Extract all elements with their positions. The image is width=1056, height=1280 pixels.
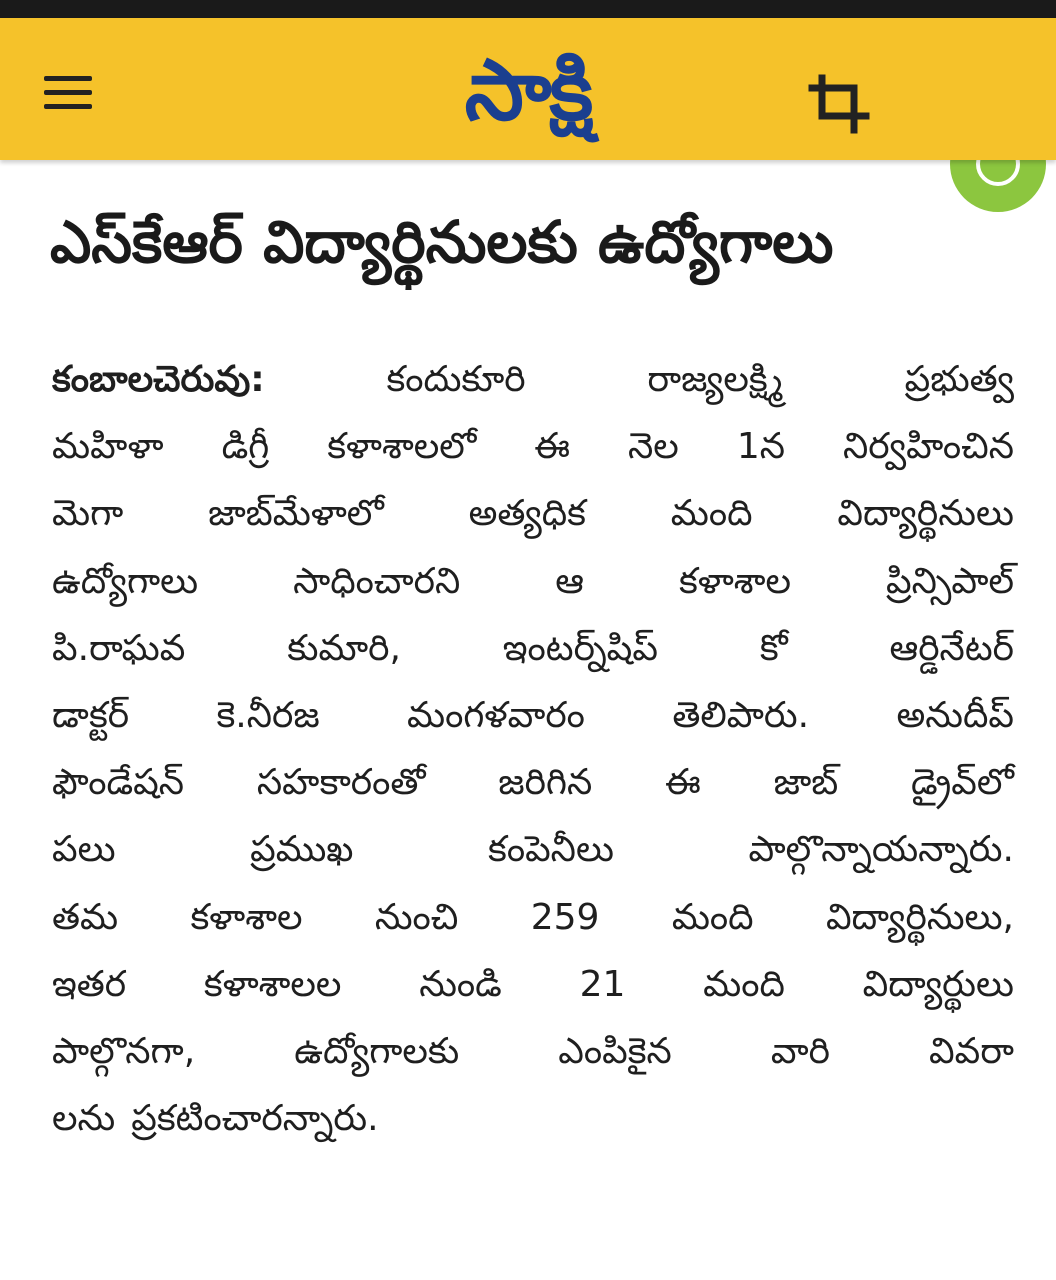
article-word: ఉద్యోగాలకు [294, 1030, 460, 1072]
article-word: పలు [52, 829, 116, 871]
article-word: వారి [770, 1030, 830, 1072]
article-word: కళాశాల [679, 560, 792, 602]
article-line [52, 1085, 1014, 1152]
article-word: ప్రభుత్వ [904, 359, 1014, 400]
article-word: ఉద్యోగాలు [52, 560, 199, 602]
article-line [52, 816, 1014, 883]
article-word: విద్యార్థినులు, [825, 896, 1014, 938]
article-word: 259 [530, 896, 600, 938]
article-word: తెలిపారు. [672, 694, 810, 736]
article-headline: ఎస్‌కేఆర్ విద్యార్థినులకు ఉద్యోగాలు [50, 208, 834, 276]
article-word: అత్యధిక [468, 493, 586, 535]
article-dateline: కంబాలచెరువు: [52, 359, 265, 400]
article-word: ఈ [665, 762, 701, 804]
article-word: మంది [671, 896, 754, 938]
article-word: ఫౌండేషన్ [52, 762, 185, 804]
article-word: విద్యార్థినులు [837, 493, 1014, 535]
article-word: ప్రముఖ [250, 829, 354, 871]
article-line [52, 749, 1014, 816]
article-word: కుమారి, [287, 627, 401, 669]
article-body [52, 346, 1014, 1152]
article-line [52, 884, 1014, 951]
article-word: 21 [579, 963, 626, 1005]
article-word: రాజ్యలక్ష్మి [647, 359, 783, 400]
article-word: మెగా [52, 493, 124, 535]
article-word: కళాశాలలో [327, 426, 477, 468]
article-word: కళాశాలల [203, 963, 342, 1005]
article-word: కంపెనీలు [488, 829, 614, 871]
site-logo[interactable]: సాక్షి [464, 41, 592, 139]
article-word: 1న [736, 426, 785, 468]
article-word: అనుదీప్ [896, 694, 1014, 736]
article-word: ఎంపికైన [558, 1030, 672, 1072]
article-word: ఆ [555, 560, 585, 602]
article-word: డాక్టర్ [52, 694, 130, 736]
article-word: నుండి [419, 963, 502, 1005]
article-word: మహిళా [52, 426, 164, 468]
article-word: జాబ్‌మేళాలో [208, 493, 384, 535]
article-word: డిగ్రీ [221, 426, 270, 468]
crop-icon[interactable] [808, 72, 880, 136]
article-word: తమ [52, 896, 119, 938]
article-word: నిర్వహించిన [842, 426, 1014, 468]
article-word: ప్రకటించారన్నారు. [131, 1098, 379, 1140]
article-line [52, 682, 1014, 749]
article-word: మంది [703, 963, 785, 1005]
article-word: మంది [670, 493, 753, 535]
article-line [52, 1018, 1014, 1085]
article-word: నెల [628, 426, 679, 468]
article-line [52, 480, 1014, 547]
article-line [52, 548, 1014, 615]
article-word: పాల్గొనగా, [52, 1030, 196, 1072]
article-word: డ్రైవ్‌లో [910, 762, 1014, 804]
article-word: లను [52, 1098, 116, 1140]
article-word: కె.నీరజ [216, 694, 320, 736]
status-bar [0, 0, 1056, 18]
article-word: పాల్గొన్నాయన్నారు. [748, 829, 1014, 871]
article-word: జాబ్ [773, 762, 839, 804]
article-word: పి.రాఘవ [52, 627, 186, 669]
article-word: విద్యార్థులు [862, 963, 1014, 1005]
article-word: సాధించారని [293, 560, 461, 602]
article-word: ఈ [534, 426, 571, 468]
article-word: వివరా [929, 1030, 1014, 1072]
article-line [52, 413, 1014, 480]
article-word: సహకారంతో [256, 762, 426, 804]
article-word: జరిగిన [498, 762, 593, 804]
article-word: కళాశాల [190, 896, 303, 938]
article-word: కందుకూరి [386, 359, 526, 400]
article-word: నుంచి [374, 896, 459, 938]
article-word: కో [759, 627, 788, 669]
article-line [52, 951, 1014, 1018]
article-line [52, 346, 1014, 413]
article-word: ఆర్డినేటర్ [889, 627, 1014, 669]
article-word: మంగళవారం [407, 694, 585, 736]
article-line [52, 615, 1014, 682]
article-word: ఇతర [52, 963, 127, 1005]
app-header [0, 18, 1056, 160]
article-word: ఇంటర్న్‌షిప్ [502, 627, 658, 669]
article-word: ప్రిన్సిపాల్ [886, 560, 1014, 602]
